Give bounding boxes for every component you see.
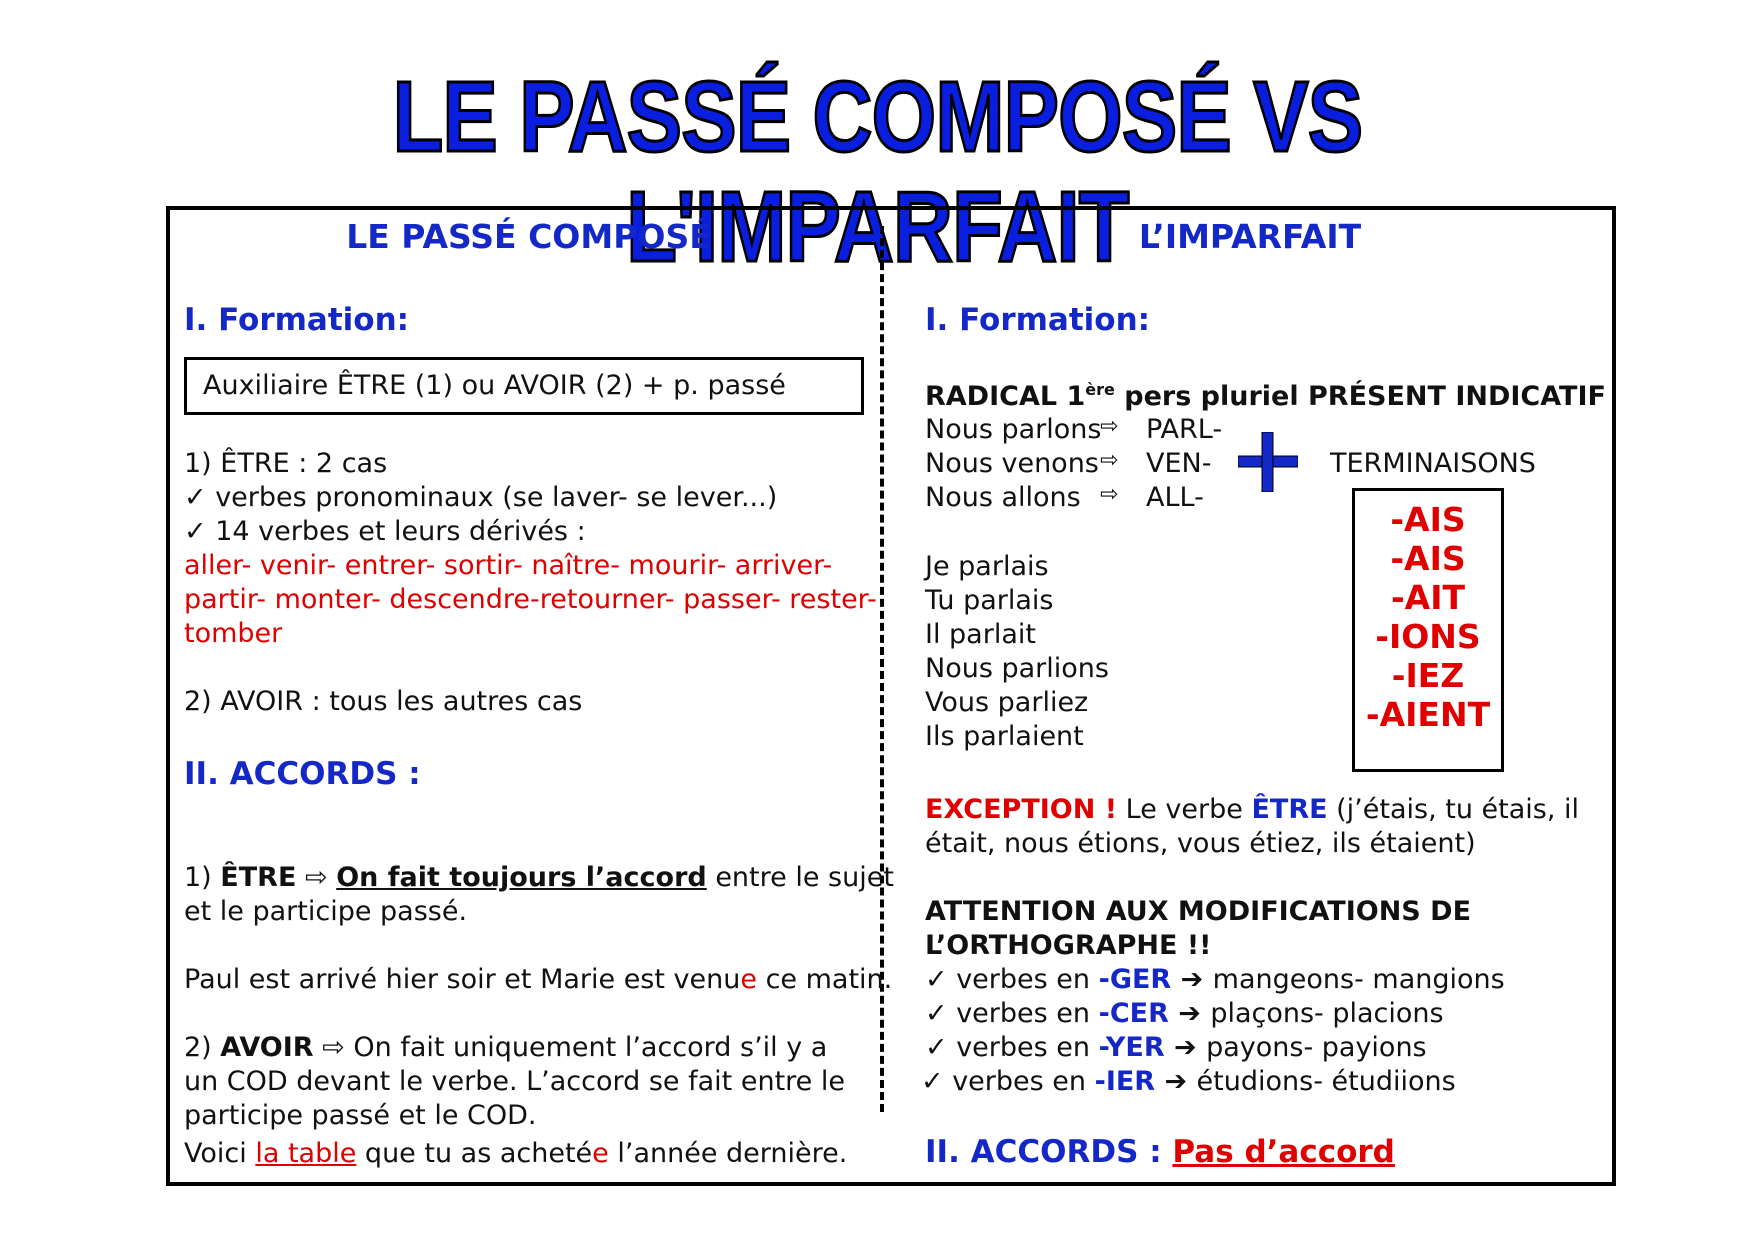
exception-verb: ÊTRE [1251,794,1328,825]
spelling-rule [925,998,1444,1029]
check-icon: ✓ [921,1066,944,1097]
radical-rest: pers pluriel PRÉSENT INDICATIF [1114,381,1606,412]
spelling-ending: -YER [1098,1032,1165,1063]
spelling-rule [921,1066,1456,1097]
exception-label: EXCEPTION ! [925,794,1118,825]
arrow-icon: ⇨ [296,862,337,893]
agreement-ending-avoir: e [592,1138,609,1169]
stem-row [925,448,1099,479]
endings-box [1352,488,1504,772]
check-14-verbs: ✓ 14 verbes et leurs dérivés : [184,516,586,547]
terminaisons-label: TERMINAISONS [1330,448,1536,479]
example-etre [184,964,892,995]
spelling-example: étudions- étudiions [1196,1066,1456,1097]
ending: -AIS [1390,539,1466,578]
agreement-ending: e [740,964,757,995]
avoir-cases: 2) AVOIR : tous les autres cas [184,686,583,717]
spelling-text: verbes en [943,1066,1095,1097]
accord-etre-prefix: 1) [184,862,221,893]
example-avoir [184,1138,847,1169]
spelling-ending: -GER [1098,964,1172,995]
page-title: LE PASSÉ COMPOSÉ VS L'IMPARFAIT [392,61,1363,283]
spelling-example: payons- payions [1206,1032,1427,1063]
accords-title-right-line [925,1134,1395,1170]
plus-icon [1238,432,1298,492]
accord-etre-line-1 [184,862,894,893]
etre-cases: 1) ÊTRE : 2 cas [184,448,388,479]
formation-title-right: I. Formation: [925,302,1151,338]
conjugation-line: Tu parlais [925,585,1054,616]
exception-text: Le verbe [1117,794,1252,825]
arrow-icon: ➔ [1164,1032,1207,1063]
ending: -AIS [1390,500,1466,539]
accords-title-left: II. ACCORDS : [184,756,421,792]
exception-line-1 [925,794,1579,825]
check-icon: ✓ [925,998,948,1029]
formula-text: Auxiliaire ÊTRE (1) ou AVOIR (2) + p. passé [203,370,786,401]
stem-value: PARL- [1146,414,1223,445]
conjugation-line: Ils parlaient [925,721,1084,752]
accord-etre-rest: entre le sujet [706,862,894,893]
radical-superscript: ère [1085,380,1115,399]
accord-avoir-line-2: un COD devant le verbe. L’accord se fait entre le [184,1066,845,1097]
arrow-icon: ➔ [1155,1066,1197,1097]
stem-value: ALL- [1146,482,1204,513]
arrow-icon: ⇨ [1100,414,1119,439]
accord-avoir-line-1 [184,1032,827,1063]
ending: -AIENT [1365,695,1491,734]
check-icon: ✓ [925,1032,948,1063]
conjugation-line: Vous parliez [925,687,1089,718]
stem-row [925,414,1101,445]
verb-list-line-3: tomber [184,618,283,649]
conjugation-line: Il parlait [925,619,1036,650]
spelling-rule [925,1032,1427,1063]
passe-compose-heading: LE PASSÉ COMPOSÉ [346,217,712,256]
example-etre-end: ce matin. [757,964,893,995]
spelling-example: mangeons- mangions [1212,964,1505,995]
spelling-text: verbes en [947,964,1099,995]
cod-underlined: la table [255,1138,357,1169]
imparfait-heading: L’IMPARFAIT [1138,217,1362,256]
example-etre-text: Paul est arrivé hier soir et Marie est venu [184,964,741,995]
accords-title-right: II. ACCORDS : [925,1134,1173,1170]
stem-row [925,482,1081,513]
ending: -IEZ [1391,656,1465,695]
arrow-icon: ⇨ [1100,482,1119,507]
accord-etre-line-2: et le participe passé. [184,896,468,927]
accord-avoir-line-3: participe passé et le COD. [184,1100,537,1131]
spelling-ending: -IER [1094,1066,1156,1097]
radical-text: RADICAL 1 [925,381,1086,412]
example-avoir-mid: que tu as acheté [356,1138,593,1169]
accord-avoir-label: AVOIR [220,1032,314,1063]
example-avoir-start: Voici [184,1138,256,1169]
verb-list-line-1: aller- venir- entrer- sortir- naître- mourir- arriver- [184,550,833,581]
no-agreement: Pas d’accord [1172,1134,1395,1170]
exception-line-2: était, nous étions, vous étiez, ils étaient) [925,828,1476,859]
spelling-example: plaçons- placions [1210,998,1444,1029]
conjugation-list [925,550,1109,754]
stem-value: VEN- [1146,448,1212,479]
exception-forms: (j’étais, tu étais, il [1327,794,1579,825]
conjugation-line: Je parlais [925,551,1049,582]
example-avoir-end: l’année dernière. [608,1138,848,1169]
spelling-rule [925,964,1505,995]
check-icon: ✓ [925,964,948,995]
formula-box [184,357,864,415]
spelling-text: verbes en [947,1032,1099,1063]
attention-line-1: ATTENTION AUX MODIFICATIONS DE [925,896,1472,927]
check-pronominal: ✓ verbes pronominaux (se laver- se lever...) [184,482,778,513]
stem-verb: Nous venons [925,448,1099,479]
conjugation-line: Nous parlions [925,653,1109,684]
arrow-icon: ➔ [1171,964,1213,995]
accord-avoir-prefix: 2) [184,1032,221,1063]
stem-verb: Nous allons [925,482,1081,513]
radical-rule [925,380,1606,412]
spelling-ending: -CER [1098,998,1169,1029]
accord-avoir-rest: ⇨ On fait uniquement l’accord s’il y a [313,1032,828,1063]
arrow-icon: ➔ [1168,998,1211,1029]
spelling-text: verbes en [947,998,1099,1029]
ending: -IONS [1375,617,1481,656]
formation-title-left: I. Formation: [184,302,410,338]
stem-verb: Nous parlons [925,414,1102,445]
accord-rule-underlined: On fait toujours l’accord [336,862,707,893]
verb-list-line-2: partir- monter- descendre-retourner- passer- rester- [184,584,877,615]
arrow-icon: ⇨ [1100,448,1119,473]
attention-line-2: L’ORTHOGRAPHE !! [925,930,1212,961]
accord-etre-label: ÊTRE [220,862,297,893]
ending: -AIT [1390,578,1466,617]
